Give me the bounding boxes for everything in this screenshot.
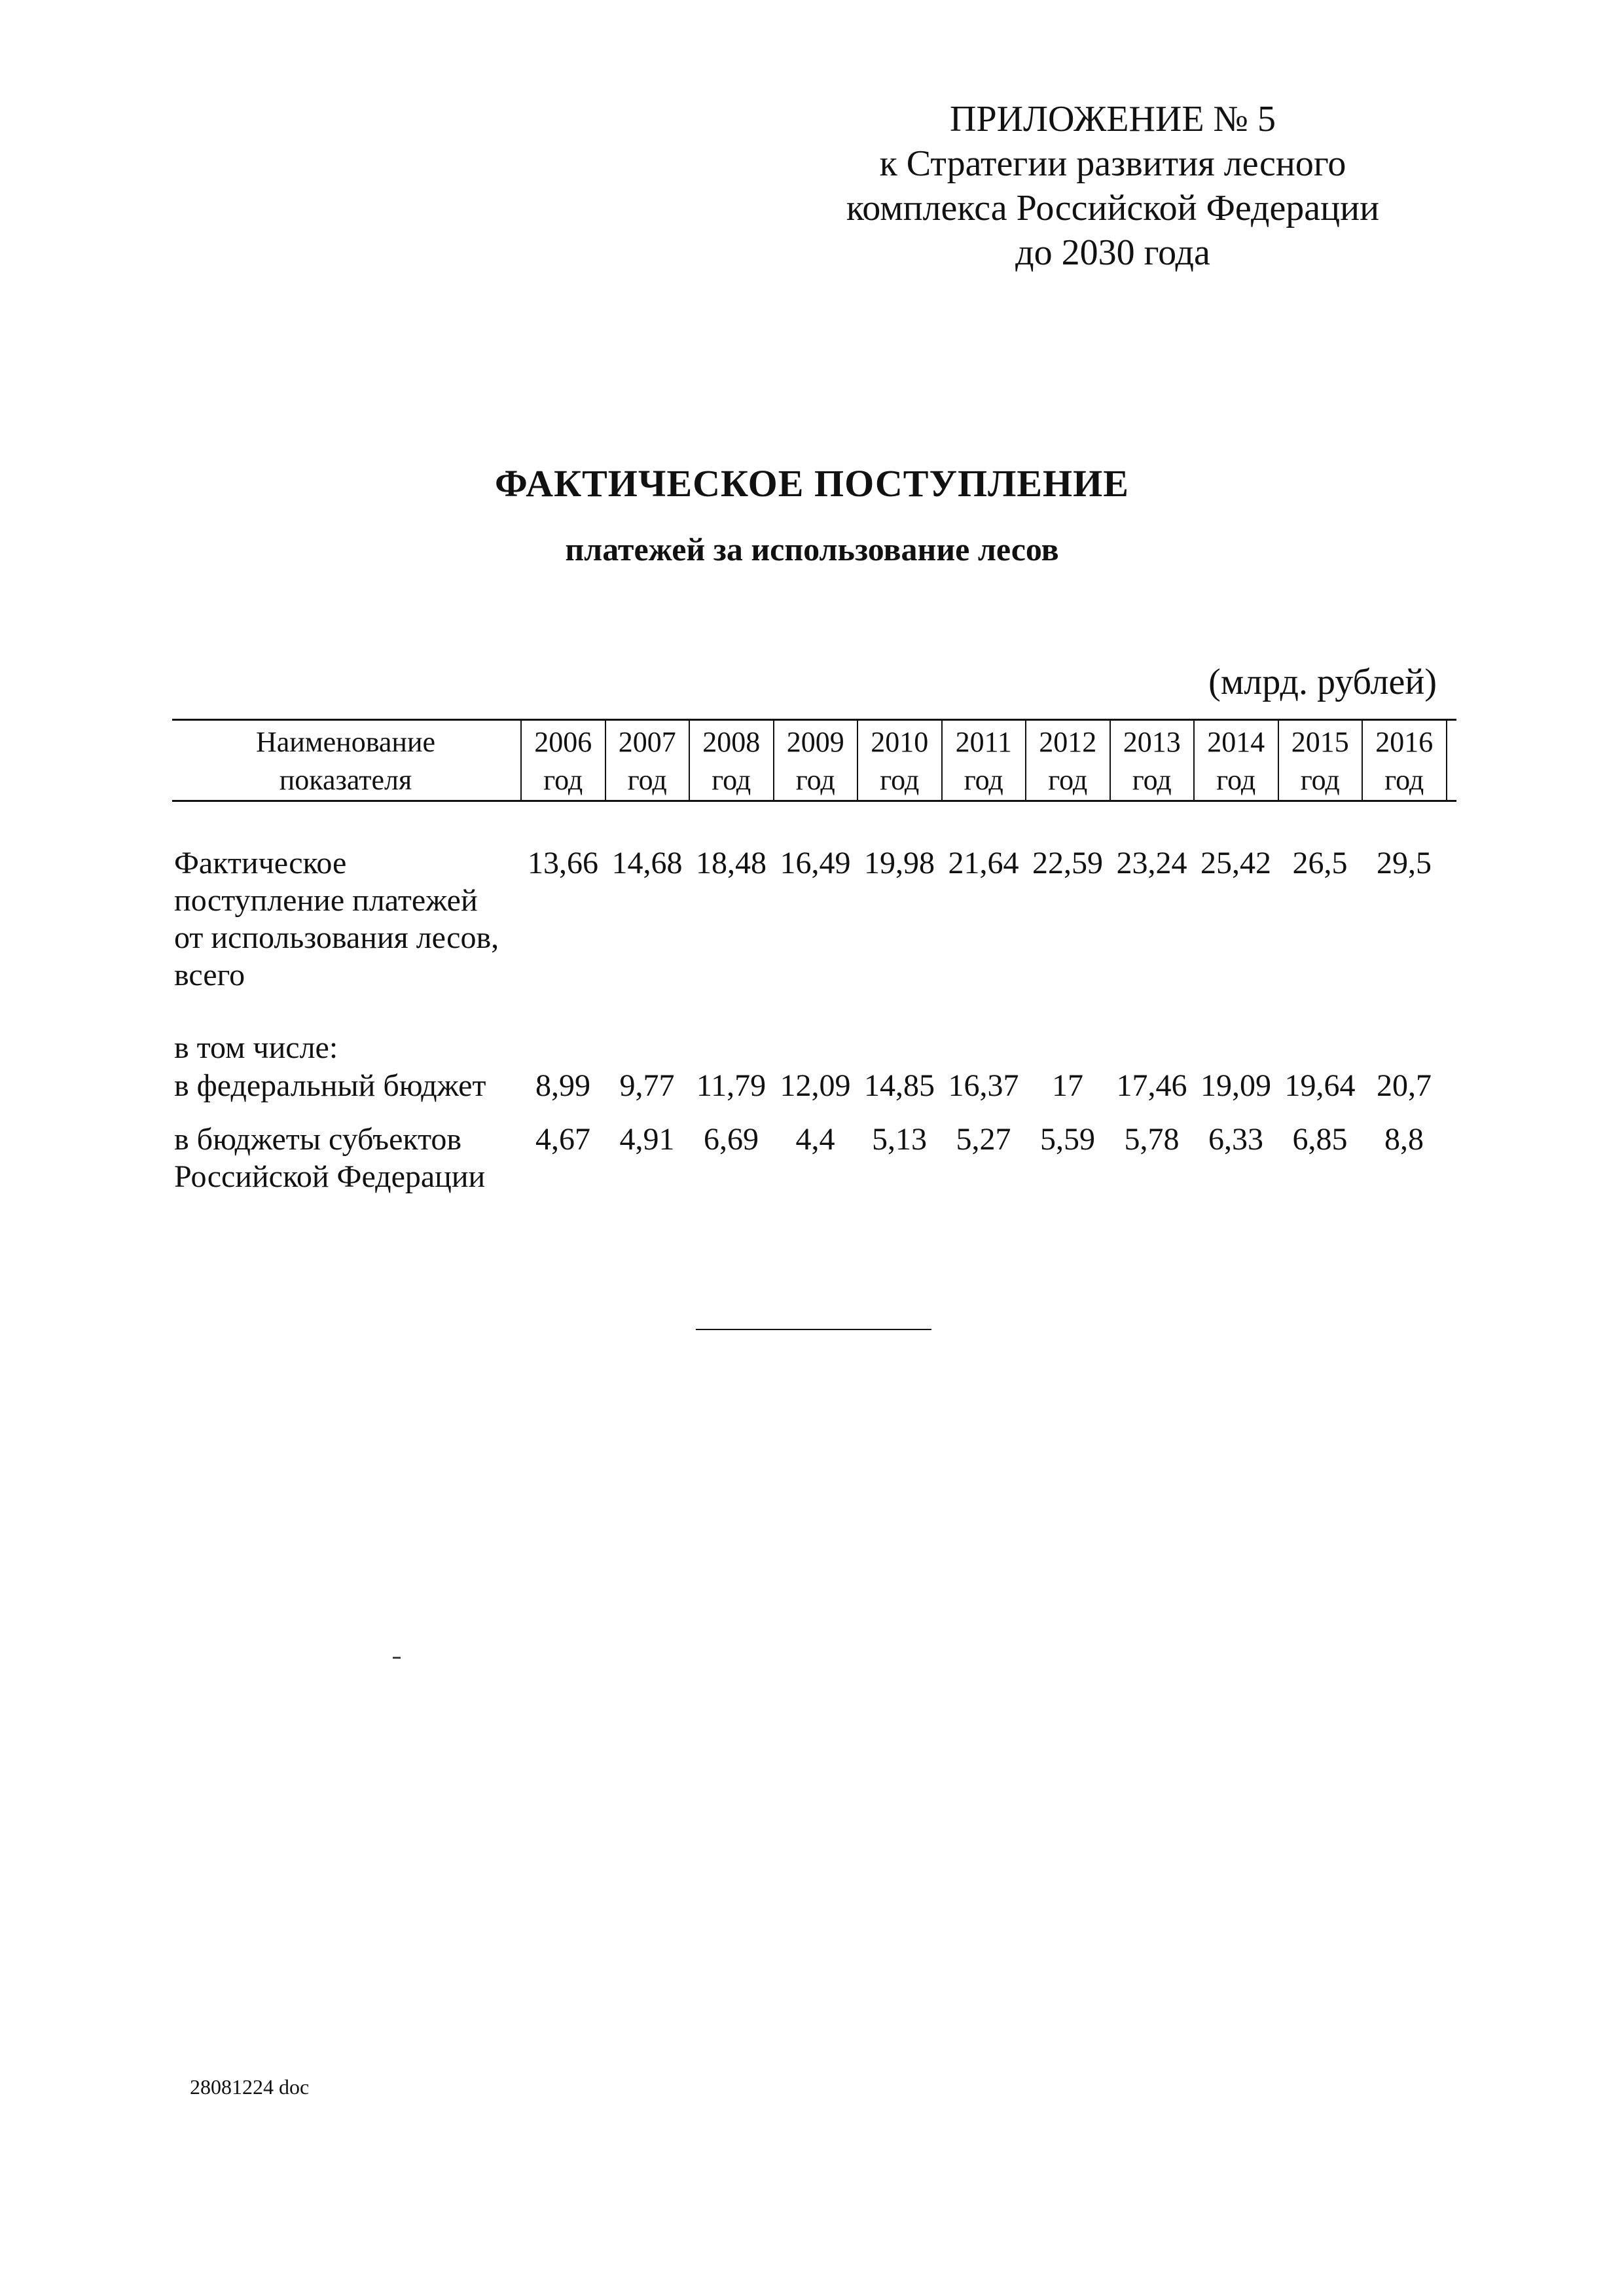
section-end-divider <box>696 1329 931 1330</box>
table-cell: 8,8 <box>1384 1122 1424 1157</box>
table-cell: 18,48 <box>696 846 767 880</box>
appendix-line: до 2030 года <box>1015 232 1210 273</box>
appendix-line: к Стратегии развития лесного <box>879 143 1346 184</box>
row-label-line: в бюджеты субъектов <box>174 1122 462 1157</box>
year-value: 2014 <box>1207 726 1265 758</box>
row-label <box>174 1029 338 1066</box>
year-suffix: год <box>1132 764 1172 796</box>
year-header <box>1026 723 1110 799</box>
year-header <box>689 723 774 799</box>
table-top-rule <box>172 719 1456 721</box>
table-cell: 17,46 <box>1116 1068 1187 1103</box>
year-header <box>1194 723 1278 799</box>
year-suffix: год <box>627 764 667 796</box>
year-value: 2013 <box>1123 726 1181 758</box>
year-header <box>857 723 942 799</box>
header-label-line: Наименование <box>255 726 436 758</box>
year-value: 2015 <box>1291 726 1349 758</box>
year-suffix: год <box>543 764 583 796</box>
table-cell: 11,79 <box>696 1068 767 1103</box>
year-value: 2009 <box>786 726 844 758</box>
table-cell: 19,98 <box>864 846 935 880</box>
year-suffix: год <box>1300 764 1340 796</box>
year-header <box>1110 723 1195 799</box>
table-cell: 6,85 <box>1292 1122 1348 1157</box>
year-value: 2010 <box>871 726 929 758</box>
table-cell: 4,4 <box>795 1122 835 1157</box>
header-label-line: показателя <box>279 764 412 796</box>
row-label-line: поступление платежей <box>174 883 478 918</box>
table-cell: 25,42 <box>1200 846 1271 880</box>
table-cell: 26,5 <box>1292 846 1348 880</box>
appendix-line: комплекса Российской Федерации <box>846 188 1380 228</box>
year-value: 2016 <box>1375 726 1434 758</box>
row-label-line: от использования лесов, <box>174 920 499 955</box>
row-label-line: Российской Федерации <box>174 1159 486 1194</box>
table-cell: 19,64 <box>1284 1068 1356 1103</box>
year-header <box>605 723 690 799</box>
appendix-header <box>785 97 1440 275</box>
year-suffix: год <box>795 764 835 796</box>
row-label <box>174 1121 485 1195</box>
table-cell: 16,37 <box>948 1068 1019 1103</box>
table-cell: 8,99 <box>535 1068 590 1103</box>
row-label-line: Фактическое <box>174 846 347 880</box>
table-cell: 20,7 <box>1377 1068 1432 1103</box>
year-header <box>521 723 605 799</box>
row-label-line: всего <box>174 958 245 992</box>
table-cell: 5,13 <box>872 1122 927 1157</box>
row-label-line: в том числе: <box>174 1030 338 1065</box>
table-cell: 21,64 <box>948 846 1019 880</box>
year-value: 2012 <box>1039 726 1097 758</box>
table-cell: 5,59 <box>1040 1122 1095 1157</box>
header-label-cell <box>172 723 519 799</box>
year-suffix: год <box>1048 764 1088 796</box>
table-cell: 6,33 <box>1208 1122 1263 1157</box>
document-title: ФАКТИЧЕСКОЕ ПОСТУПЛЕНИЕ <box>495 462 1129 505</box>
table-cell: 4,91 <box>619 1122 675 1157</box>
table-cell: 12,09 <box>780 1068 851 1103</box>
table-cell: 23,24 <box>1116 846 1187 880</box>
table-cell: 5,78 <box>1124 1122 1180 1157</box>
document-subtitle: платежей за использование лесов <box>565 531 1059 568</box>
year-header <box>774 723 858 799</box>
row-label <box>174 844 499 994</box>
unit-label: (млрд. рублей) <box>1208 662 1437 702</box>
year-value: 2006 <box>534 726 592 758</box>
table-cell: 16,49 <box>780 846 851 880</box>
year-value: 2007 <box>618 726 676 758</box>
year-suffix: год <box>880 764 920 796</box>
table-cell: 9,77 <box>619 1068 675 1103</box>
year-header <box>1362 723 1447 799</box>
table-cell: 22,59 <box>1032 846 1103 880</box>
year-value: 2011 <box>955 726 1012 758</box>
document-number: 28081224 doc <box>190 2075 310 2099</box>
year-value: 2008 <box>702 726 761 758</box>
table-cell: 4,67 <box>535 1122 590 1157</box>
table-cell: 13,66 <box>528 846 598 880</box>
table-cell: 29,5 <box>1377 846 1432 880</box>
table-cell: 14,85 <box>864 1068 935 1103</box>
year-suffix: год <box>712 764 751 796</box>
table-cell: 6,69 <box>704 1122 759 1157</box>
year-header <box>1278 723 1363 799</box>
year-suffix: год <box>964 764 1003 796</box>
table-cell: 14,68 <box>611 846 683 880</box>
table-cell: 5,27 <box>956 1122 1011 1157</box>
stray-mark <box>393 1657 401 1659</box>
year-suffix: год <box>1216 764 1256 796</box>
year-header <box>942 723 1026 799</box>
year-suffix: год <box>1384 764 1424 796</box>
row-label <box>174 1067 486 1104</box>
table-cell: 17 <box>1052 1068 1083 1103</box>
appendix-line: ПРИЛОЖЕНИЕ № 5 <box>950 99 1276 139</box>
row-label-line: в федеральный бюджет <box>174 1068 486 1103</box>
table-cell: 19,09 <box>1200 1068 1271 1103</box>
table-header-rule <box>172 800 1456 802</box>
